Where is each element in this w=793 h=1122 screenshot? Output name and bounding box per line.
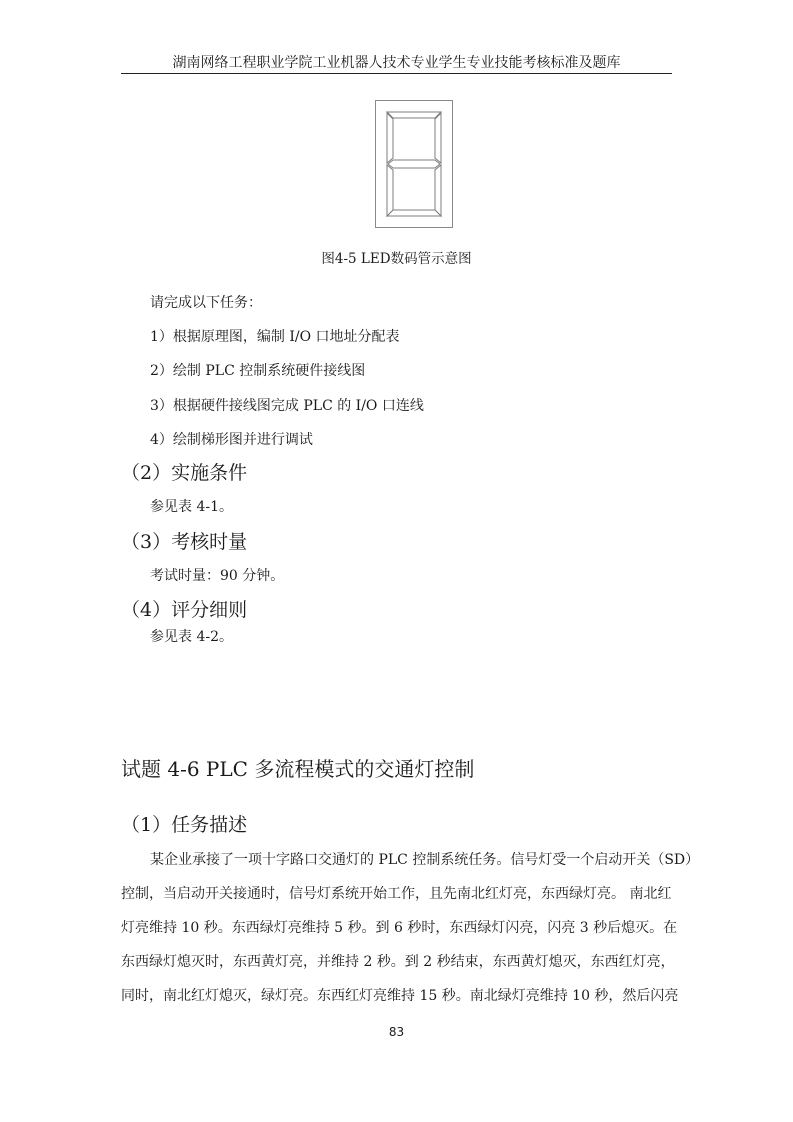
description-line-3: 灯亮维持 10 秒。东西绿灯亮维持 5 秒。到 6 秒时，东西绿灯闪亮，闪亮 3 秒后熄灭。在 bbox=[121, 920, 678, 936]
description-line-5: 同时，南北红灯熄灭，绿灯亮。东西红灯亮维持 15 秒。南北绿灯亮维持 10 秒，然后闪亮 bbox=[121, 988, 679, 1004]
description-line-1: 某企业承接了一项十字路口交通灯的 PLC 控制系统任务。信号灯受一个启动开关（SD） bbox=[150, 852, 700, 868]
segment-a bbox=[387, 112, 441, 118]
figure-caption: 图4-5 LED数码管示意图 bbox=[321, 251, 472, 267]
task-intro: 请完成以下任务： bbox=[150, 295, 262, 311]
led-segment-diagram bbox=[375, 100, 453, 228]
segment-e bbox=[387, 165, 393, 216]
task-item-1: 1）根据原理图，编制 I/O 口地址分配表 bbox=[150, 329, 400, 345]
segment-f bbox=[387, 113, 393, 163]
segment-c bbox=[435, 165, 441, 216]
segment-d bbox=[387, 210, 441, 216]
conditions-text: 参见表 4-1。 bbox=[150, 499, 233, 515]
heading-time: （3）考核时量 bbox=[121, 531, 248, 553]
segment-g bbox=[388, 160, 440, 168]
header-rule bbox=[121, 73, 672, 74]
segment-b bbox=[435, 113, 441, 163]
heading-conditions: （2）实施条件 bbox=[121, 462, 248, 484]
running-header: 湖南网络工程职业学院工业机器人技术专业学生专业技能考核标准及题库 bbox=[172, 55, 621, 71]
task-item-4: 4）绘制梯形图并进行调试 bbox=[150, 432, 313, 448]
time-text: 考试时量：90 分钟。 bbox=[150, 568, 285, 584]
description-line-2: 控制，当启动开关接通时，信号灯系统开始工作，且先南北红灯亮，东西绿灯亮。 南北红 bbox=[121, 886, 672, 902]
scoring-text: 参见表 4-2。 bbox=[150, 629, 233, 645]
question-title: 试题 4-6 PLC 多流程模式的交通灯控制 bbox=[121, 757, 475, 781]
description-line-4: 东西绿灯熄灭时，东西黄灯亮，并维持 2 秒。到 2 秒结束，东西黄灯熄灭，东西红灯亮， bbox=[121, 954, 675, 970]
heading-scoring: （4）评分细则 bbox=[121, 599, 248, 621]
task-item-2: 2）绘制 PLC 控制系统硬件接线图 bbox=[150, 363, 366, 379]
page-number: 83 bbox=[388, 1025, 405, 1039]
heading-task-description: （1）任务描述 bbox=[121, 814, 248, 836]
task-item-3: 3）根据硬件接线图完成 PLC 的 I/O 口连线 bbox=[150, 398, 424, 414]
